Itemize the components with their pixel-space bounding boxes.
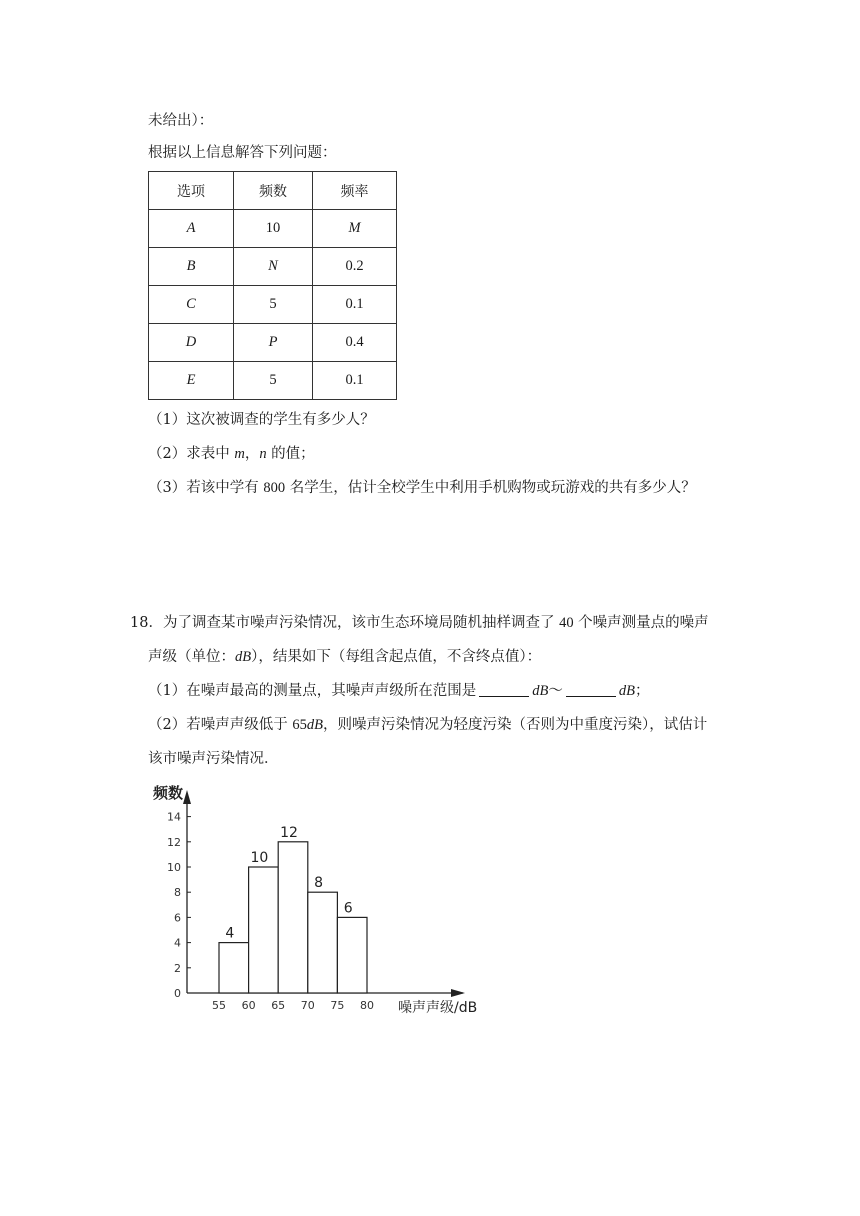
prev-text-line: 未给出）： [148,113,214,129]
q17-sub2-sep: ， [244,446,260,462]
table-cell: E [149,362,234,400]
q17-intro: 根据以上信息解答下列问题： [148,145,337,161]
unit-db: dB [532,683,549,699]
table-row [149,248,397,286]
var-m: m [234,446,245,462]
bar-value-label: 8 [314,875,324,892]
table-header-cell: 频率 [313,172,397,210]
answer-blank[interactable] [479,682,529,697]
histogram-bar [337,917,367,993]
q18-threshold: 65 [292,717,307,733]
q18-sub2-text: （2）若噪声声级低于 [148,717,293,733]
histogram-bar [249,867,279,993]
noise-histogram [145,778,495,1028]
unit-db: dB [306,717,323,733]
histogram-bar [219,943,249,993]
table-cell: 0.2 [313,248,397,286]
table-cell: N [234,248,313,286]
table-row [149,324,397,362]
y-tick-label: 2 [174,961,181,975]
q18-sub1 [148,681,649,701]
table-cell: D [149,324,234,362]
table-cell: 5 [234,286,313,324]
var-n: n [259,446,267,462]
q17-sub3-number: 800 [263,480,286,496]
y-tick-label: 0 [174,987,181,1000]
x-tick-label: 60 [241,999,256,1012]
table-cell: M [313,210,397,248]
tilde: ～ [548,683,563,699]
table-cell: A [149,210,234,248]
table-cell: B [149,248,234,286]
y-tick-label: 4 [174,936,181,950]
bar-value-label: 6 [343,900,353,917]
q18-sub2-end: ，则噪声污染情况为轻度污染（否则为中重度污染），试估计 [322,717,708,733]
table-cell: 5 [234,362,313,400]
y-axis-arrow [183,790,191,804]
q18-stem2-text: 声级（单位： [148,649,235,665]
q17-sub3-text: （3）若该中学有 [148,480,264,496]
y-tick-label: 12 [167,835,181,849]
bar-value-label: 12 [280,824,298,841]
q17-sub1: （1）这次被调查的学生有多少人？ [148,412,375,428]
q18-stem-text: 18．为了调查某市噪声污染情况，该市生态环境局随机抽样调查了 [130,615,560,631]
table-cell: 0.1 [313,286,397,324]
table-cell: 0.4 [313,324,397,362]
y-tick-label: 6 [174,911,181,925]
y-tick-label: 10 [167,861,181,874]
table-header-row [149,172,397,210]
bar-value-label: 10 [250,850,269,866]
unit-db: dB [618,683,635,699]
table-header-cell: 频数 [234,172,313,210]
x-tick-label: 75 [330,999,345,1012]
q18-stem-line2 [148,647,541,667]
x-tick-label: 55 [212,999,226,1012]
bars [219,842,367,993]
y-tick-label: 14 [167,810,181,824]
x-axis-title: 噪声声级/dB [398,1000,478,1016]
table-cell: P [234,324,313,362]
unit-db: dB [235,649,252,665]
table-cell: 10 [234,210,313,248]
table-cell: 0.1 [313,362,397,400]
table-row [149,210,397,248]
q17-sub2 [148,444,315,464]
histogram-bar [308,892,338,993]
q18-stem2-end: ），结果如下（每组含起点值，不含终点值）： [251,649,542,665]
x-tick-label: 65 [271,999,286,1012]
q18-sub2 [148,715,707,735]
table-row [149,286,397,324]
q17-sub3-end: 名学生，估计全校学生中利用手机购物或玩游戏的共有多少人？ [285,480,696,496]
q18-sub1-text: （1）在噪声最高的测量点，其噪声声级所在范围是 [148,683,477,699]
q18-sub1-end: ； [634,683,650,699]
q17-sub2-end: 的值； [266,446,315,462]
q18-stem-line1 [130,613,709,633]
q18-sub2-line2: 该市噪声污染情况． [148,751,279,767]
histogram-bar [278,842,308,993]
x-tick-label: 70 [300,999,315,1012]
bar-value-label: 4 [225,925,235,942]
frequency-table [148,171,397,400]
x-axis-arrow [451,989,465,997]
answer-blank[interactable] [566,682,616,697]
y-axis-title: 频数 [153,784,184,802]
table-cell: C [149,286,234,324]
y-tick-label: 8 [174,886,181,900]
q18-stem-text-end: 个噪声测量点的噪声 [573,615,709,631]
q17-sub3 [148,478,696,498]
q17-sub2-text: （2）求表中 [148,446,235,462]
table-row [149,362,397,400]
q18-sample-count: 40 [559,615,574,631]
table-header-cell: 选项 [149,172,234,210]
x-tick-label: 80 [360,999,374,1012]
